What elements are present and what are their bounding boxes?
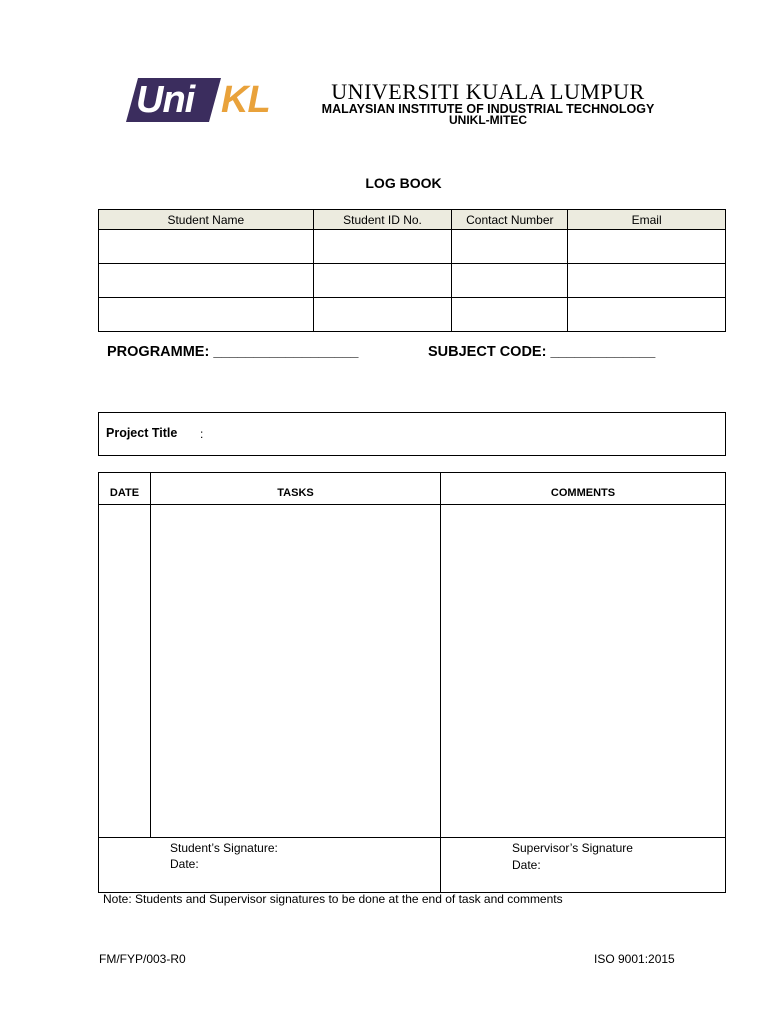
column-header-contact-number: Contact Number (452, 210, 568, 230)
email-cell[interactable] (568, 264, 726, 298)
student-date-label: Date: (170, 857, 199, 871)
student-name-cell[interactable] (99, 298, 314, 332)
contact-number-cell[interactable] (452, 264, 568, 298)
log-table (98, 472, 726, 893)
student-id-cell[interactable] (313, 298, 452, 332)
form-code: FM/FYP/003-R0 (99, 952, 186, 966)
supervisor-date-label: Date: (512, 858, 541, 872)
programme-field[interactable]: PROGRAMME: __________________ (107, 344, 359, 360)
university-name: UNIVERSITI KUALA LUMPUR (331, 79, 645, 104)
student-name-cell[interactable] (99, 264, 314, 298)
date-column-divider (150, 473, 151, 837)
iso-certification: ISO 9001:2015 (594, 952, 675, 966)
tasks-comments-divider (440, 473, 441, 892)
column-header-student-name: Student Name (99, 210, 314, 230)
table-row (99, 264, 726, 298)
column-header-email: Email (568, 210, 726, 230)
institute-name: MALAYSIAN INSTITUTE OF INDUSTRIAL TECHNOLOGY (321, 102, 655, 116)
student-info-table (98, 209, 726, 332)
email-cell[interactable] (568, 230, 726, 264)
table-row (99, 230, 726, 264)
student-id-cell[interactable] (313, 264, 452, 298)
signature-divider (99, 837, 725, 838)
subject-code-field[interactable]: SUBJECT CODE: _____________ (428, 344, 656, 360)
project-title-colon: : (200, 427, 204, 441)
contact-number-cell[interactable] (452, 230, 568, 264)
student-id-cell[interactable] (313, 230, 452, 264)
unikl-logo (126, 78, 286, 122)
logo-kl-text: KL (221, 79, 270, 121)
table-header-row (99, 210, 726, 230)
signature-note: Note: Students and Supervisor signatures to be done at the end of task and comments (103, 892, 563, 906)
contact-number-cell[interactable] (452, 298, 568, 332)
table-row (99, 298, 726, 332)
email-cell[interactable] (568, 298, 726, 332)
project-title-box[interactable] (98, 412, 726, 456)
tasks-column-header: TASKS (277, 487, 314, 499)
logo-uni-text: Uni (136, 79, 195, 121)
page-title: LOG BOOK (365, 175, 442, 191)
date-column-header: DATE (109, 487, 140, 499)
institute-code: UNIKL-MITEC (449, 113, 527, 127)
header-divider (99, 504, 725, 505)
supervisor-signature-label: Supervisor’s Signature (512, 841, 633, 855)
column-header-student-id: Student ID No. (313, 210, 452, 230)
student-name-cell[interactable] (99, 230, 314, 264)
student-signature-label: Student’s Signature: (170, 841, 278, 855)
comments-column-header: COMMENTS (550, 487, 616, 499)
project-title-label: Project Title (106, 426, 178, 440)
